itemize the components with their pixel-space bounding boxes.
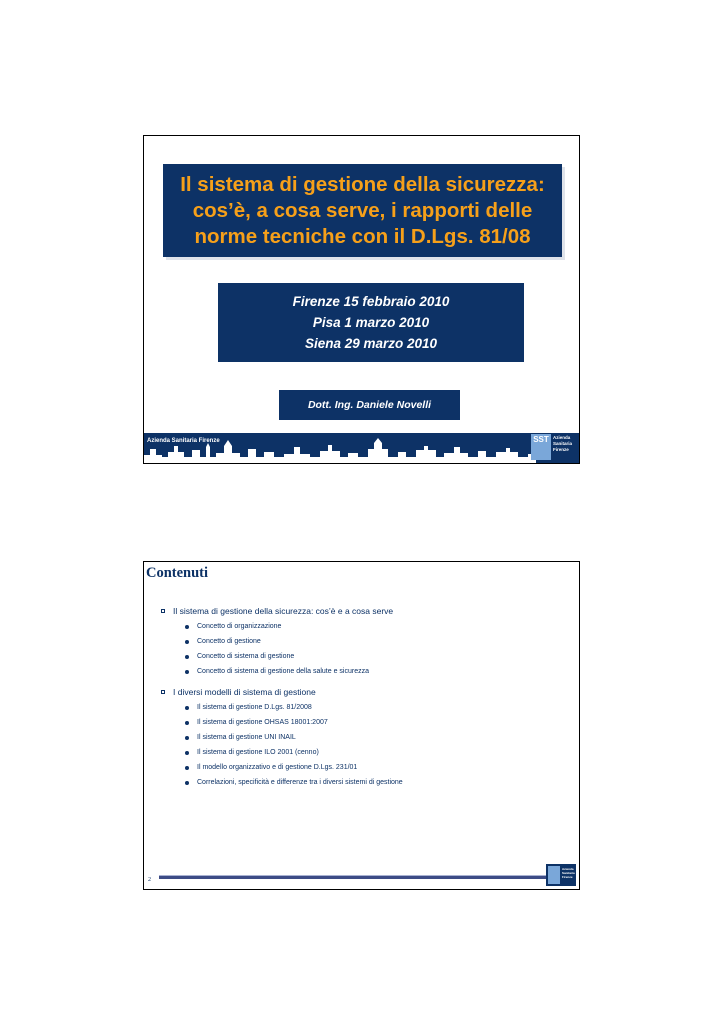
section-label: I diversi modelli di sistema di gestione [173,687,316,697]
contents-slide [143,561,580,890]
event-date-pisa: Pisa 1 marzo 2010 [312,315,430,330]
list-item [161,715,571,730]
footer-band [144,433,579,463]
page-number: 2 [148,877,151,883]
list-item-label: Concetto di sistema di gestione [197,653,295,660]
dot-bullet-icon [185,706,189,710]
list-item [161,664,571,679]
dot-bullet-icon [185,766,189,770]
slide-title-line-3: norme tecniche con il D.Lgs. 81/08 [194,224,531,248]
author-box [279,390,460,420]
footer-rule [159,875,546,879]
slide-title-line-2: cos’è, a cosa serve, i rapporti delle [192,198,533,222]
logo-line-1: Azienda [553,435,571,440]
list-item [161,730,571,745]
contents-list [161,604,571,790]
list-item [161,649,571,664]
square-bullet-icon [161,690,165,694]
author-name: Dott. Ing. Daniele Novelli [307,399,432,411]
logo-text [553,435,572,453]
dot-bullet-icon [185,721,189,725]
dot-bullet-icon [185,625,189,629]
list-item [161,634,571,649]
sst-logo-icon: SST [531,434,551,460]
dot-bullet-icon [185,781,189,785]
dot-bullet-icon [185,670,189,674]
section-heading [161,604,571,619]
list-item-label: Concetto di gestione [197,638,261,645]
logo-line-3: Firenze [562,875,573,879]
list-item-label: Concetto di organizzazione [197,623,282,630]
list-item [161,745,571,760]
list-item-label: Il sistema di gestione ILO 2001 (cenno) [197,749,319,756]
slide-title-line-1: Il sistema di gestione della sicurezza: [180,172,545,196]
sst-logo-icon [548,866,560,884]
slide-title-box [163,164,562,257]
event-dates-box [218,283,524,362]
list-item-label: Correlazioni, specificità e differenze tra i diversi sistemi di gestione [197,779,403,786]
dot-bullet-icon [185,751,189,755]
asl-logo-small [546,864,576,886]
footer-organization-label: Azienda Sanitaria Firenze [147,438,220,444]
slide-heading: Contenuti [146,565,209,581]
event-date-firenze: Firenze 15 febbraio 2010 [292,294,450,309]
list-item [161,760,571,775]
dot-bullet-icon [185,736,189,740]
logo-line-3: Firenze [553,447,569,452]
list-item-label: Concetto di sistema di gestione della salute e sicurezza [197,668,369,675]
list-item [161,700,571,715]
logo-line-2: Sanitaria [553,441,573,446]
dot-bullet-icon [185,640,189,644]
logo-line-2: Sanitaria [562,871,575,875]
list-item-label: Il sistema di gestione OHSAS 18001:2007 [197,719,328,726]
logo-text [562,867,575,879]
list-item [161,619,571,634]
list-item-label: Il sistema di gestione UNI INAIL [197,734,296,741]
section-heading [161,685,571,700]
list-item [161,775,571,790]
square-bullet-icon [161,609,165,613]
section-label: Il sistema di gestione della sicurezza: cos’è e a cosa serve [173,606,394,616]
event-date-siena: Siena 29 marzo 2010 [304,336,438,351]
dot-bullet-icon [185,655,189,659]
asl-logo [531,434,575,460]
list-item-label: Il modello organizzativo e di gestione D.Lgs. 231/01 [197,764,358,771]
list-item-label: Il sistema di gestione D.Lgs. 81/2008 [197,704,312,711]
title-slide [143,135,580,464]
logo-line-1: Azienda [562,867,574,871]
